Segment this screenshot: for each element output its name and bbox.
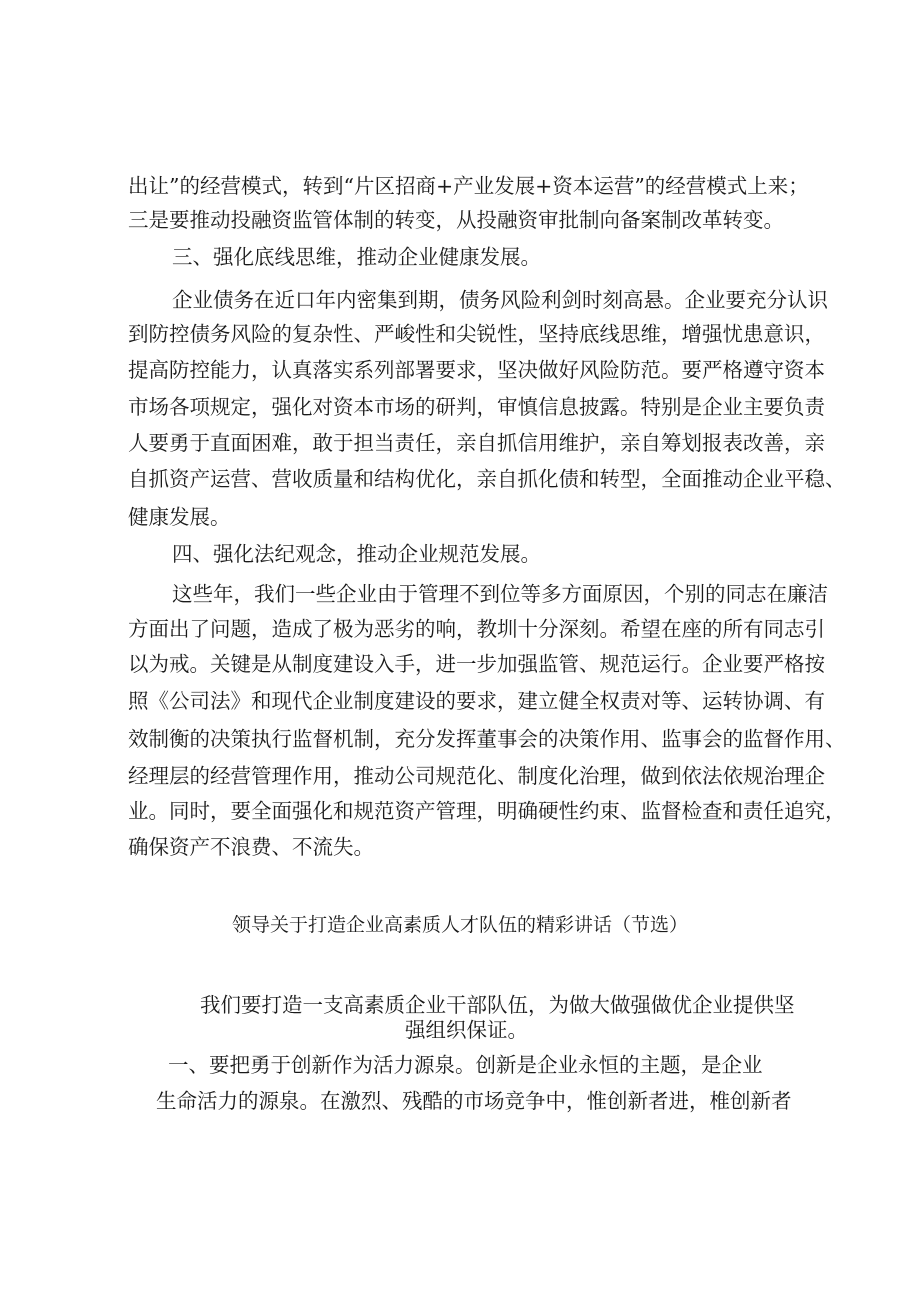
paragraph-line: 市场各项规定，强化对资本市场的研判，审慎信息披露。特别是企业主要负责 — [128, 395, 825, 419]
section-heading: 一、要把勇于创新作为活力源泉。创新是企业永恒的主题，是企业 — [168, 1053, 763, 1077]
paragraph-line: 以为戒。关键是从制度建设入手，进一步加强监管、规范运行。企业要严格按 — [128, 652, 825, 676]
paragraph-line: 确保资产不浪费、不流失。 — [128, 835, 374, 859]
paragraph-line: 企业债务在近口年内密集到期，债务风险利剑时刻高悬。企业要充分认识 — [172, 288, 828, 312]
section-heading: 四、强化法纪观念，推动企业规范发展。 — [172, 542, 541, 566]
paragraph-line: 方面出了问题，造成了极为恶劣的响，教圳十分深刻。希望在座的所有同志引 — [128, 617, 825, 641]
paragraph-line: 生命活力的源泉。在激烈、残酷的市场竞争中，惟创新者进，椎创新者 — [156, 1089, 792, 1113]
paragraph-line: 人要勇于直面困难，敢于担当责任，亲自抓信用维护，亲自筹划报表改善，亲 — [128, 431, 825, 455]
paragraph-line: 效制衡的决策执行监督机制，充分发挥董事会的决策作用、监事会的监督作用、 — [128, 727, 846, 751]
article-title: 领导关于打造企业高素质人才队伍的精彩讲话（节选） — [231, 914, 688, 936]
paragraph-line: 这些年，我们一些企业由于管理不到位等多方面原因，个别的同志在廉洁 — [172, 582, 828, 606]
paragraph-line: 我们要打造一支高素质企业干部队伍，为做大做强做优企业提供坚 — [200, 993, 795, 1017]
paragraph-line: 业。同时，要全面强化和规范资产管理，明确硬性约束、监督检查和责任追究， — [128, 799, 846, 823]
paragraph-line: 照《公司法》和现代企业制度建设的要求，建立健全权责对等、运转协调、有 — [128, 689, 825, 713]
paragraph-line: 到防控债务风险的复杂性、严峻性和尖锐性，坚持底线思维，增强忧患意识， — [128, 322, 825, 346]
paragraph-line: 出让”的经营模式，转到“片区招商+产业发展+资本运营”的经营模式上来； — [128, 174, 809, 198]
paragraph-line: 健康发展。 — [128, 505, 231, 529]
paragraph-line: 三是要推动投融资监管体制的转变，从投融资审批制向备案制改革转变。 — [128, 208, 784, 232]
paragraph-line: 经理层的经营管理作用，推动公司规范化、制度化治理，做到依法依规治理企 — [128, 764, 825, 788]
paragraph-line: 提高防控能力，认真落实系列部署要求，坚决做好风险防范。要严格遵守资本 — [128, 358, 825, 382]
paragraph-line: 强组织保证。 — [405, 1018, 528, 1042]
section-heading: 三、强化底线思维，推动企业健康发展。 — [172, 245, 541, 269]
paragraph-line: 自抓资产运营、营收质量和结构优化，亲自抓化债和转型，全面推动企业平稳、 — [128, 467, 846, 491]
